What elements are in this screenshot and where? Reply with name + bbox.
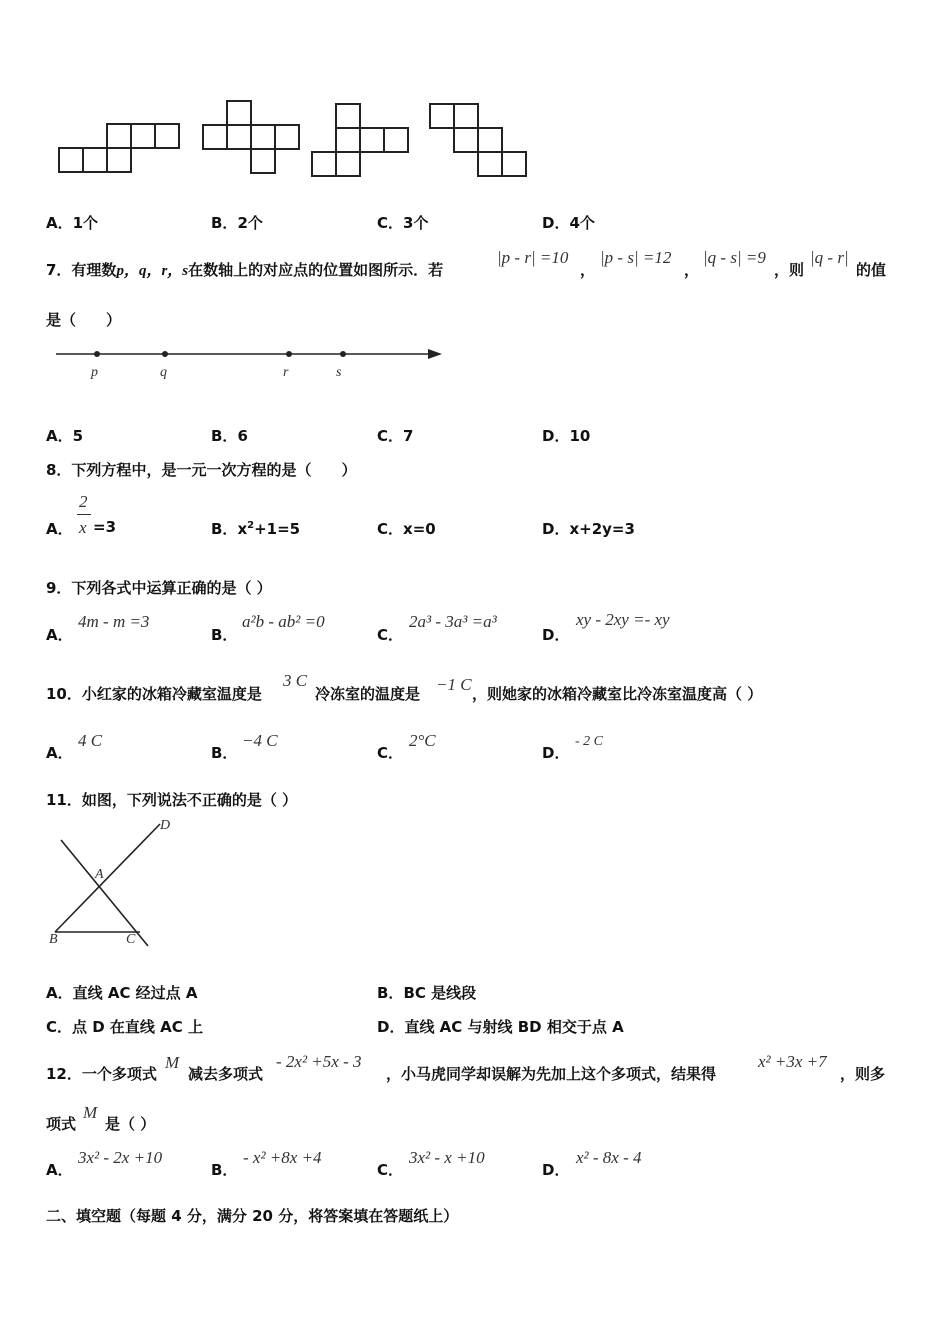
point-label-c: C	[126, 932, 136, 947]
section-2-title: 二、填空题（每题 4 分，满分 20 分，将答案填在答题纸上）	[46, 1207, 459, 1225]
q9-option-a-label: A．	[46, 626, 73, 644]
q12-stem-d: ，则多	[840, 1065, 886, 1083]
q10-option-a-label: A．	[46, 744, 73, 762]
q9-stem: 9．下列各式中运算正确的是（ ）	[46, 579, 272, 597]
q12-option-d-label: D．	[542, 1161, 570, 1179]
q7-option-a: A．5	[46, 427, 84, 445]
q12-option-a-expr: 3x² - 2x +10	[78, 1148, 163, 1167]
q6-option-c: C．3个	[377, 214, 429, 232]
cube-nets-figure	[0, 0, 950, 190]
q9-option-c-expr: 2a³ - 3a³ =a³	[409, 612, 497, 631]
axis-label-r: r	[283, 365, 289, 380]
q12-stem-c: ，小马虎同学却误解为先加上这个多项式，结果得	[386, 1065, 717, 1083]
q12-stem-a: 12．一个多项式	[46, 1065, 157, 1083]
q10-option-c-label: C．	[377, 744, 404, 762]
q12-line2-b: 是（ ）	[105, 1115, 156, 1133]
q12-option-c-expr: 3x² - x +10	[409, 1148, 485, 1167]
q10-stem-c: ，则她家的冰箱冷藏室比冷冻室温度高（ ）	[472, 685, 763, 703]
q8-option-d: D．x+2y=3	[542, 520, 635, 538]
q11-option-d: D．直线 AC 与射线 BD 相交于点 A	[377, 1018, 624, 1036]
q12-option-d-expr: x² - 8x - 4	[576, 1148, 642, 1167]
q8-option-b: B．$x^2+1=5$	[211, 520, 301, 538]
q7-condition-3: |q - s| =9	[703, 248, 766, 267]
q7-option-c: C．7	[377, 427, 414, 445]
q10-option-a-expr: 4 C	[78, 731, 103, 750]
q8-option-a-label: A．	[46, 520, 73, 538]
q12-poly2: x² +3x +7	[758, 1052, 827, 1071]
q11-option-c: C．点 D 在直线 AC 上	[46, 1018, 203, 1036]
q12-line2-a: 项式	[46, 1115, 77, 1133]
q10-option-b-label: B．	[211, 744, 238, 762]
q9-option-d-expr: xy - 2xy =- xy	[576, 610, 670, 629]
q6-option-a: A．1个	[46, 214, 99, 232]
axis-label-p: p	[91, 365, 98, 380]
q10-option-d-expr: - 2 C	[575, 734, 603, 749]
q10-temp-fridge: 3 C	[283, 671, 308, 690]
q10-option-c-expr: 2°C	[409, 731, 436, 750]
q9-option-a-expr: 4m - m =3	[78, 612, 150, 631]
q7-ask: |q - r|	[810, 248, 849, 267]
q7-condition-1: |p - r| =10	[497, 248, 569, 267]
q11-stem: 11．如图，下列说法不正确的是（ ）	[46, 791, 298, 809]
q8-option-a-rest: =3	[93, 518, 117, 536]
q12-M2: M	[83, 1103, 98, 1122]
axis-label-s: s	[336, 365, 342, 380]
q8-fraction-denominator: x	[79, 518, 87, 537]
q8-option-c: C．x=0	[377, 520, 436, 538]
q7-stem-start: 7．有理数p，q，r，s在数轴上的对应点的位置如图所示．若	[46, 261, 444, 279]
q12-M: M	[165, 1053, 180, 1072]
q10-stem-b: 冷冻室的温度是	[315, 685, 421, 703]
q9-option-b-label: B．	[211, 626, 238, 644]
q11-option-a: A．直线 AC 经过点 A	[46, 984, 198, 1002]
fraction-bar	[77, 514, 91, 515]
q6-option-d: D．4个	[542, 214, 595, 232]
q12-option-b-expr: - x² +8x +4	[243, 1148, 322, 1167]
q7-sep-2: ，	[684, 261, 700, 279]
q10-option-b-expr: −4 C	[242, 731, 278, 750]
q12-option-a-label: A．	[46, 1161, 73, 1179]
q8-fraction-numerator: 2	[79, 492, 88, 511]
q6-option-b: B．2个	[211, 214, 263, 232]
q12-option-b-label: B．	[211, 1161, 238, 1179]
triangle-figure	[40, 818, 180, 958]
q11-option-b: B．BC 是线段	[377, 984, 477, 1002]
q7-vars: p，q，r，s	[116, 263, 189, 279]
point-label-d: D	[160, 818, 171, 833]
q12-stem-b: 减去多项式	[188, 1065, 264, 1083]
q9-option-b-expr: a²b - ab² =0	[242, 612, 325, 631]
q9-option-d-label: D．	[542, 626, 570, 644]
number-line-figure	[50, 340, 500, 380]
q7-then: ，则	[774, 261, 805, 279]
axis-label-q: q	[160, 365, 167, 380]
q8-stem: 8．下列方程中，是一元一次方程的是（ ）	[46, 461, 357, 479]
q10-temp-freezer: −1 C	[436, 675, 472, 694]
q9-option-c-label: C．	[377, 626, 404, 644]
point-label-a: A	[95, 867, 104, 882]
q7-sep-1: ，	[580, 261, 596, 279]
q10-stem-a: 10．小红家的冰箱冷藏室温度是	[46, 685, 262, 703]
q10-option-d-label: D．	[542, 744, 570, 762]
q7-stem-line2: 是（ ）	[46, 311, 122, 329]
q7-condition-2: |p - s| =12	[600, 248, 672, 267]
point-label-b: B	[49, 932, 58, 947]
q7-stem-end: 的值	[856, 261, 887, 279]
q7-option-d: D．10	[542, 427, 591, 445]
q12-option-c-label: C．	[377, 1161, 404, 1179]
q12-poly1: - 2x² +5x - 3	[276, 1052, 362, 1071]
q7-option-b: B．6	[211, 427, 248, 445]
